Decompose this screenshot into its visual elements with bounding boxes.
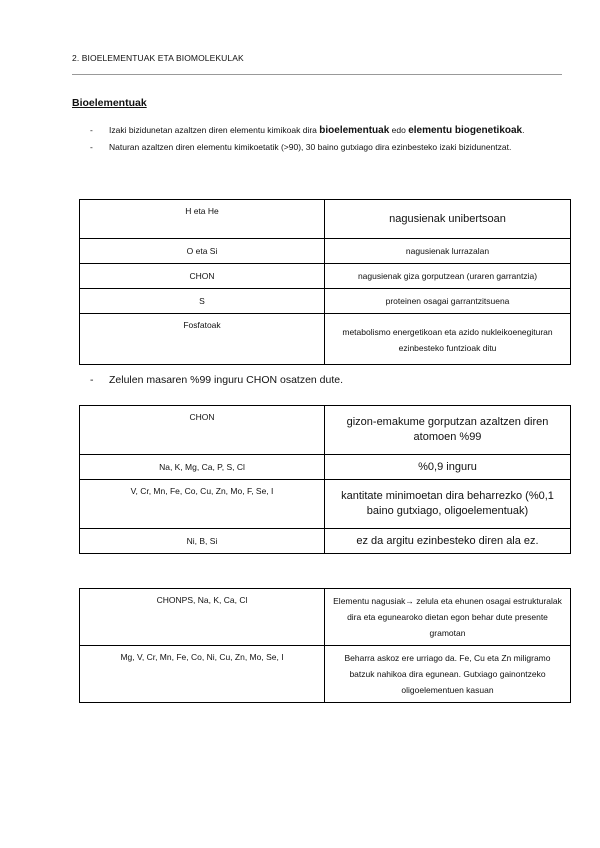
page-header-title: 2. BIOELEMENTUAK ETA BIOMOLEKULAK xyxy=(72,53,244,63)
table-cell-description: nagusienak lurrazalan xyxy=(325,239,571,264)
table-cell-elements: O eta Si xyxy=(80,239,325,264)
bullet-item-natural-elements xyxy=(90,139,530,155)
table-cell-elements: CHON xyxy=(80,264,325,289)
bold-term: bioelementuak xyxy=(319,125,390,136)
table-cell-elements: S xyxy=(80,289,325,314)
table-row xyxy=(80,455,571,480)
table-cell-elements: Fosfatoak xyxy=(80,314,325,365)
table-cell-description: Beharra askoz ere urriago da. Fe, Cu eta Zn miligramo batzuk nahikoa dira egunean. Gutxiago gainontzeko oligoelementuen kasuan xyxy=(325,646,571,703)
bullet-item-bioelements xyxy=(90,122,530,139)
table-cell-elements: V, Cr, Mn, Fe, Co, Cu, Zn, Mo, F, Se, I xyxy=(80,480,325,529)
table-cell-description: %0,9 inguru xyxy=(325,455,571,480)
section-heading: Bioelementuak xyxy=(72,97,147,109)
table-row xyxy=(80,529,571,554)
table-cell-elements: Mg, V, Cr, Mn, Fe, Co, Ni, Cu, Zn, Mo, Se, I xyxy=(80,646,325,703)
table-cell-elements: H eta He xyxy=(80,200,325,239)
table-cell-description: ez da argitu ezinbesteko diren ala ez. xyxy=(325,529,571,554)
table-cell-description: proteinen osagai garrantzitsuena xyxy=(325,289,571,314)
table-row xyxy=(80,200,571,239)
bullet-text: edo xyxy=(389,125,409,135)
bullet-text: Izaki bizidunetan azaltzen diren elementu kimikoak dira xyxy=(109,125,320,135)
intro-bullet-list xyxy=(90,122,530,155)
table-cell-elements: Na, K, Mg, Ca, P, S, Cl xyxy=(80,455,325,480)
table-body-composition xyxy=(79,405,571,554)
table-cell-elements: CHON xyxy=(80,406,325,455)
table-abundance xyxy=(79,199,571,365)
table-row xyxy=(80,480,571,529)
table-row xyxy=(80,646,571,703)
table-cell-description: nagusienak giza gorputzean (uraren garrantzia) xyxy=(325,264,571,289)
table-nutrition xyxy=(79,588,571,703)
bullet-text: Zelulen masaren %99 inguru CHON osatzen dute. xyxy=(109,374,344,386)
table-cell-description: metabolismo energetikoan eta azido nukleikoenegituran ezinbesteko funtzioak ditu xyxy=(325,314,571,365)
table-row xyxy=(80,239,571,264)
table-cell-description: gizon-emakume gorputzan azaltzen diren atomoen %99 xyxy=(325,406,571,455)
table-cell-description: Elementu nagusiak→ zelula eta ehunen osagai estrukturalak dira eta egunearoko dietan egon behar dute presente gramotan xyxy=(325,589,571,646)
table-row xyxy=(80,406,571,455)
bullet-text: Naturan azaltzen diren elementu kimikoetatik (>90), 30 baino gutxiago dira ezinbesteko izaki bizidunentzat. xyxy=(109,142,512,152)
table-row xyxy=(80,264,571,289)
bullet-text: . xyxy=(522,125,525,135)
bold-term: elementu biogenetikoak xyxy=(408,125,523,136)
table-row xyxy=(80,289,571,314)
table-cell-elements: CHONPS, Na, K, Ca, Cl xyxy=(80,589,325,646)
bullet-item-chon: - Zelulen masaren %99 inguru CHON osatzen dute. xyxy=(90,374,344,386)
table-cell-description: nagusienak unibertsoan xyxy=(325,200,571,239)
table-row xyxy=(80,314,571,365)
table-cell-description: kantitate minimoetan dira beharrezko (%0,1 baino gutxiago, oligoelementuak) xyxy=(325,480,571,529)
header-divider xyxy=(72,74,562,75)
table-row xyxy=(80,589,571,646)
table-cell-elements: Ni, B, Si xyxy=(80,529,325,554)
